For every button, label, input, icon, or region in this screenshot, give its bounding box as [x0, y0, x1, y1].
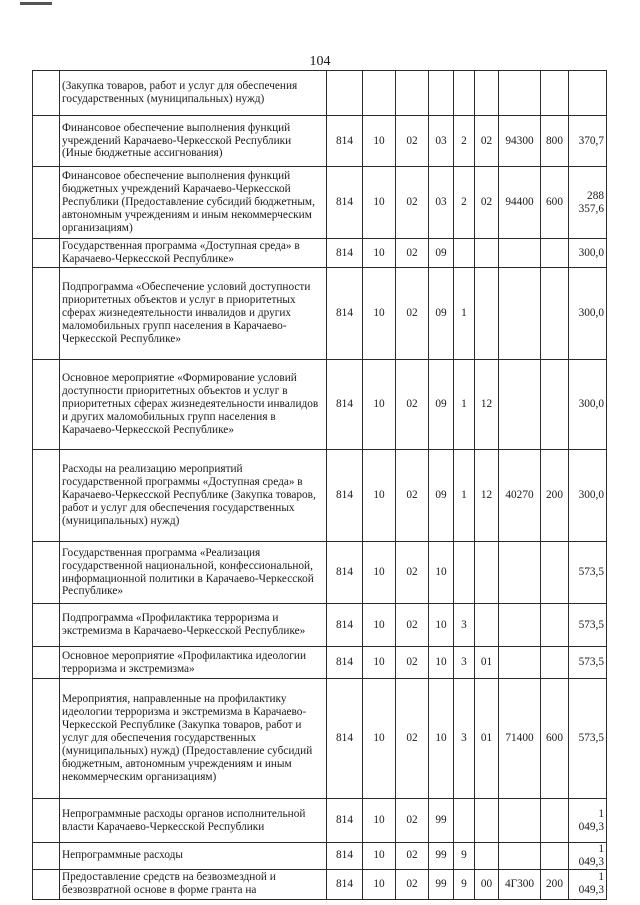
amount: 300,0 [569, 360, 607, 450]
table-row [33, 799, 607, 843]
code-activity [475, 542, 499, 604]
row-margin-cell [33, 116, 60, 167]
row-margin-cell [33, 679, 60, 799]
expense-name: Государственная программа «Реализация государственной национальной, конфессиональной, информационной политики в Карачаево-Черкесской Республике» [60, 542, 327, 604]
code-activity: 00 [475, 869, 499, 899]
code-direction [499, 843, 541, 870]
code-activity: 12 [475, 450, 499, 542]
code-subsection: 02 [396, 604, 429, 647]
expense-name: Финансовое обеспечение выполнения функций учреждений Карачаево-Черкесской Республики (Иные бюджетные ассигнования) [60, 116, 327, 167]
code-subsection [396, 71, 429, 116]
code-expense-type: 200 [541, 869, 569, 899]
expense-name: Государственная программа «Доступная среда» в Карачаево-Черкесской Республике» [60, 239, 327, 268]
code-activity [475, 604, 499, 647]
row-margin-cell [33, 71, 60, 116]
code-program: 09 [429, 268, 454, 360]
amount: 300,0 [569, 239, 607, 268]
amount [569, 71, 607, 116]
code-section: 10 [363, 167, 396, 239]
code-direction [499, 647, 541, 679]
row-margin-cell [33, 542, 60, 604]
code-subsection: 02 [396, 679, 429, 799]
code-direction [499, 604, 541, 647]
code-section: 10 [363, 542, 396, 604]
code-activity: 01 [475, 679, 499, 799]
expense-name: Непрограммные расходы [60, 843, 327, 870]
code-section: 10 [363, 360, 396, 450]
code-direction: 40270 [499, 450, 541, 542]
code-subprogram: 2 [454, 116, 475, 167]
code-activity: 02 [475, 116, 499, 167]
code-subprogram [454, 71, 475, 116]
code-expense-type [541, 239, 569, 268]
code-ministry: 814 [327, 869, 363, 899]
code-activity: 12 [475, 360, 499, 450]
amount: 1 049,3 [569, 843, 607, 870]
amount: 1 049,3 [569, 799, 607, 843]
code-direction [499, 239, 541, 268]
code-subsection: 02 [396, 450, 429, 542]
code-ministry: 814 [327, 542, 363, 604]
row-margin-cell [33, 799, 60, 843]
code-expense-type [541, 268, 569, 360]
amount: 300,0 [569, 450, 607, 542]
code-expense-type [541, 799, 569, 843]
code-subprogram: 9 [454, 869, 475, 899]
code-program: 09 [429, 360, 454, 450]
code-ministry [327, 71, 363, 116]
code-subprogram: 3 [454, 679, 475, 799]
code-expense-type [541, 360, 569, 450]
code-ministry: 814 [327, 799, 363, 843]
table-row [33, 71, 607, 116]
row-margin-cell [33, 268, 60, 360]
row-margin-cell [33, 450, 60, 542]
code-program: 03 [429, 116, 454, 167]
table-row [33, 450, 607, 542]
code-subsection: 02 [396, 542, 429, 604]
code-direction: 94400 [499, 167, 541, 239]
code-section: 10 [363, 268, 396, 360]
code-activity [475, 239, 499, 268]
code-expense-type [541, 542, 569, 604]
amount: 573,5 [569, 604, 607, 647]
amount: 300,0 [569, 268, 607, 360]
scan-artifact [20, 2, 52, 5]
expense-name: Подпрограмма «Профилактика терроризма и экстремизма в Карачаево-Черкесской Республике» [60, 604, 327, 647]
code-subsection: 02 [396, 268, 429, 360]
code-program: 09 [429, 239, 454, 268]
code-program: 09 [429, 450, 454, 542]
row-margin-cell [33, 167, 60, 239]
row-margin-cell [33, 604, 60, 647]
page-number: 104 [309, 54, 331, 69]
code-section: 10 [363, 647, 396, 679]
code-expense-type [541, 604, 569, 647]
code-subprogram: 1 [454, 360, 475, 450]
code-expense-type [541, 843, 569, 870]
code-ministry: 814 [327, 647, 363, 679]
code-program: 10 [429, 542, 454, 604]
code-ministry: 814 [327, 604, 363, 647]
expense-name: Предоставление средств на безвозмездной и безвозвратной основе в форме гранта на [60, 869, 327, 899]
amount: 573,5 [569, 679, 607, 799]
row-margin-cell [33, 869, 60, 899]
row-margin-cell [33, 843, 60, 870]
code-section: 10 [363, 843, 396, 870]
code-subprogram: 2 [454, 167, 475, 239]
code-subsection: 02 [396, 799, 429, 843]
table-row [33, 869, 607, 899]
code-ministry: 814 [327, 450, 363, 542]
expense-name: Финансовое обеспечение выполнения функций бюджетных учреждений Карачаево-Черкесской Республики (Предоставление субсидий бюджетным, автономным учреждениям и иным некоммерческим организациям) [60, 167, 327, 239]
amount: 573,5 [569, 542, 607, 604]
code-ministry: 814 [327, 843, 363, 870]
code-activity: 02 [475, 167, 499, 239]
code-direction [499, 71, 541, 116]
code-activity [475, 71, 499, 116]
code-activity [475, 843, 499, 870]
budget-table [32, 70, 607, 900]
table-row [33, 360, 607, 450]
code-expense-type: 200 [541, 450, 569, 542]
code-subprogram: 1 [454, 268, 475, 360]
code-direction [499, 542, 541, 604]
code-direction: 71400 [499, 679, 541, 799]
code-program: 99 [429, 799, 454, 843]
code-subsection: 02 [396, 843, 429, 870]
code-subsection: 02 [396, 360, 429, 450]
amount: 573,5 [569, 647, 607, 679]
expense-name: Основное мероприятие «Профилактика идеологии терроризма и экстремизма» [60, 647, 327, 679]
expense-name: Непрограммные расходы органов исполнительной власти Карачаево-Черкесской Республики [60, 799, 327, 843]
code-program [429, 71, 454, 116]
table-row [33, 542, 607, 604]
code-direction: 94300 [499, 116, 541, 167]
code-expense-type: 800 [541, 116, 569, 167]
expense-name: Расходы на реализацию мероприятий государственной программы «Доступная среда» в Карачаево-Черкесской Республике (Закупка товаров, работ и услуг для обеспечения государственных (муниципальных) нужд) [60, 450, 327, 542]
code-section: 10 [363, 799, 396, 843]
code-subsection: 02 [396, 647, 429, 679]
code-program: 10 [429, 604, 454, 647]
expense-name: Основное мероприятие «Формирование условий доступности приоритетных объектов и услуг в приоритетных сферах жизнедеятельности инвалидов и других маломобильных групп населения в Карачаево-Черкесской Республике» [60, 360, 327, 450]
table-row [33, 604, 607, 647]
code-ministry: 814 [327, 239, 363, 268]
code-ministry: 814 [327, 360, 363, 450]
code-section: 10 [363, 679, 396, 799]
code-subsection: 02 [396, 869, 429, 899]
expense-name: (Закупка товаров, работ и услуг для обеспечения государственных (муниципальных) нужд) [60, 71, 327, 116]
row-margin-cell [33, 647, 60, 679]
code-section: 10 [363, 450, 396, 542]
code-program: 10 [429, 647, 454, 679]
code-subsection: 02 [396, 116, 429, 167]
code-subprogram: 1 [454, 450, 475, 542]
code-ministry: 814 [327, 167, 363, 239]
code-ministry: 814 [327, 268, 363, 360]
code-direction [499, 799, 541, 843]
row-margin-cell [33, 360, 60, 450]
code-section: 10 [363, 239, 396, 268]
code-expense-type: 600 [541, 679, 569, 799]
budget-table-body [33, 71, 607, 900]
code-activity [475, 268, 499, 360]
table-row [33, 239, 607, 268]
code-subsection: 02 [396, 239, 429, 268]
code-program: 99 [429, 869, 454, 899]
code-activity: 01 [475, 647, 499, 679]
amount: 288 357,6 [569, 167, 607, 239]
code-subsection: 02 [396, 167, 429, 239]
amount: 1 049,3 [569, 869, 607, 899]
table-row [33, 647, 607, 679]
code-section: 10 [363, 116, 396, 167]
code-subprogram [454, 239, 475, 268]
code-subprogram [454, 799, 475, 843]
code-ministry: 814 [327, 116, 363, 167]
code-direction [499, 360, 541, 450]
code-section: 10 [363, 604, 396, 647]
code-subprogram: 9 [454, 843, 475, 870]
table-row [33, 843, 607, 870]
code-direction: 4Г300 [499, 869, 541, 899]
code-program: 99 [429, 843, 454, 870]
code-program: 03 [429, 167, 454, 239]
code-subprogram: 3 [454, 647, 475, 679]
amount: 370,7 [569, 116, 607, 167]
code-program: 10 [429, 679, 454, 799]
table-row [33, 268, 607, 360]
code-subprogram: 3 [454, 604, 475, 647]
code-subprogram [454, 542, 475, 604]
row-margin-cell [33, 239, 60, 268]
code-expense-type: 600 [541, 167, 569, 239]
table-row [33, 167, 607, 239]
code-ministry: 814 [327, 679, 363, 799]
table-row [33, 679, 607, 799]
code-direction [499, 268, 541, 360]
code-expense-type [541, 647, 569, 679]
code-section [363, 71, 396, 116]
code-activity [475, 799, 499, 843]
table-row [33, 116, 607, 167]
code-expense-type [541, 71, 569, 116]
expense-name: Мероприятия, направленные на профилактику идеологии терроризма и экстремизма в Карачаево-Черкесской Республике (Закупка товаров, работ и услуг для обеспечения государственных (муниципальных) нужд) (Предоставление субсидий бюджетным, автономным учреждениям и иным некоммерческим организациям) [60, 679, 327, 799]
expense-name: Подпрограмма «Обеспечение условий доступности приоритетных объектов и услуг в приоритетных сферах жизнедеятельности инвалидов и других маломобильных групп населения в Карачаево-Черкесской Республике» [60, 268, 327, 360]
code-section: 10 [363, 869, 396, 899]
